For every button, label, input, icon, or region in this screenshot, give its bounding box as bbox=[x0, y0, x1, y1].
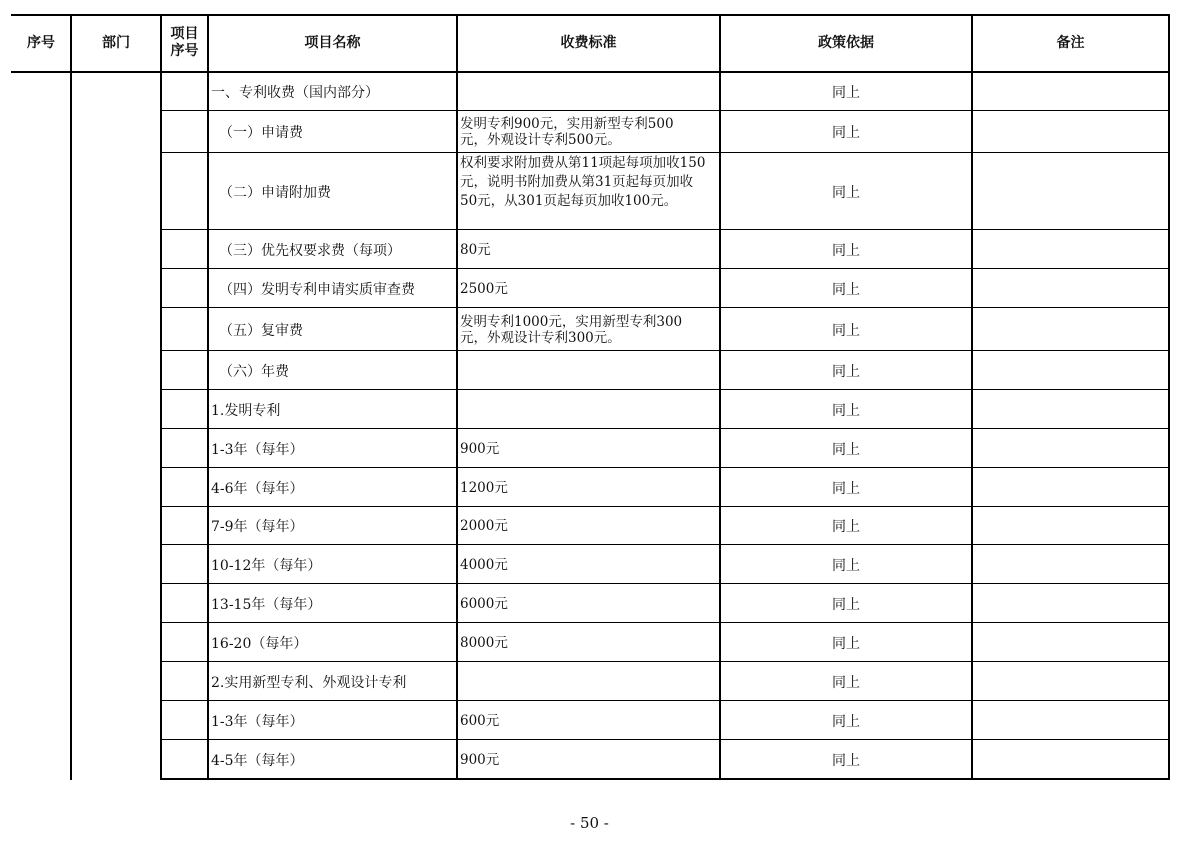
column-divider bbox=[456, 14, 458, 780]
fee-standard-text: 2500元 bbox=[460, 280, 508, 297]
item-name bbox=[208, 623, 457, 662]
item-name-text: 1.发明专利 bbox=[211, 402, 281, 419]
policy-basis-text: 同上 bbox=[832, 281, 860, 298]
column-divider bbox=[719, 14, 721, 780]
policy-basis bbox=[720, 269, 972, 308]
page-number: - 50 - bbox=[570, 814, 609, 832]
item-name bbox=[208, 545, 457, 584]
item-name-text: （五）复审费 bbox=[219, 322, 303, 339]
item-name bbox=[208, 72, 457, 111]
policy-basis-text: 同上 bbox=[832, 480, 860, 497]
fee-standard bbox=[457, 230, 720, 269]
policy-basis bbox=[720, 545, 972, 584]
item-name-text: 7-9年（每年） bbox=[211, 519, 304, 535]
column-divider bbox=[971, 14, 973, 780]
policy-basis bbox=[720, 507, 972, 545]
item-name-text: （二）申请附加费 bbox=[219, 184, 331, 201]
fee-standard-text: 900元 bbox=[460, 751, 500, 768]
policy-basis-text: 同上 bbox=[832, 596, 860, 613]
item-name bbox=[208, 390, 457, 429]
policy-basis bbox=[720, 623, 972, 662]
row-divider bbox=[160, 544, 1170, 545]
fee-standard-text: 80元 bbox=[460, 241, 491, 258]
item-name bbox=[208, 662, 457, 701]
item-name bbox=[208, 429, 457, 468]
policy-basis-text: 同上 bbox=[832, 322, 860, 339]
fee-standard bbox=[457, 507, 720, 545]
policy-basis bbox=[720, 701, 972, 740]
fee-standard-text: 2000元 bbox=[460, 518, 508, 534]
row-divider bbox=[160, 700, 1170, 701]
header-policy-basis bbox=[720, 15, 972, 71]
fee-standard bbox=[457, 429, 720, 468]
fee-standard bbox=[457, 623, 720, 662]
item-name-text: （四）发明专利申请实质审查费 bbox=[219, 281, 415, 298]
header-item-seq-label: 项目 序号 bbox=[170, 26, 199, 59]
item-name bbox=[208, 468, 457, 507]
policy-basis bbox=[720, 468, 972, 507]
item-name bbox=[208, 111, 457, 153]
policy-basis bbox=[720, 153, 972, 230]
item-name bbox=[208, 584, 457, 623]
row-divider bbox=[160, 110, 1170, 111]
policy-basis-text: 同上 bbox=[832, 519, 860, 535]
row-divider bbox=[160, 389, 1170, 390]
fee-standard bbox=[457, 308, 720, 351]
policy-basis-text: 同上 bbox=[832, 441, 860, 458]
item-name-text: 13-15年（每年） bbox=[211, 596, 322, 613]
item-name bbox=[208, 351, 457, 390]
item-name bbox=[208, 740, 457, 779]
policy-basis bbox=[720, 662, 972, 701]
header-remarks bbox=[972, 15, 1169, 71]
row-divider bbox=[160, 467, 1170, 468]
item-name-text: 1-3年（每年） bbox=[211, 713, 304, 730]
item-name bbox=[208, 269, 457, 308]
item-name-text: （六）年费 bbox=[219, 363, 289, 380]
fee-standard-text: 发明专利900元，实用新型专利500元，外观设计专利500元。 bbox=[460, 116, 674, 148]
item-name-text: 16-20（每年） bbox=[211, 635, 308, 652]
row-divider bbox=[160, 152, 1170, 153]
fee-standard bbox=[457, 468, 720, 507]
header-policy-basis-label: 政策依据 bbox=[818, 34, 874, 51]
row-divider bbox=[160, 428, 1170, 429]
item-name bbox=[208, 153, 457, 230]
fee-standard-text: 8000元 bbox=[460, 634, 508, 651]
policy-basis-text: 同上 bbox=[832, 242, 860, 259]
policy-basis-text: 同上 bbox=[832, 635, 860, 652]
item-name-text: （三）优先权要求费（每项） bbox=[219, 242, 401, 259]
row-divider bbox=[160, 661, 1170, 662]
fee-standard bbox=[457, 701, 720, 740]
fee-standard-text: 900元 bbox=[460, 440, 500, 457]
fee-standard bbox=[457, 269, 720, 308]
item-name-text: 4-5年（每年） bbox=[211, 752, 304, 769]
header-fee-standard-label: 收费标准 bbox=[560, 34, 617, 51]
row-divider bbox=[160, 268, 1170, 269]
policy-basis bbox=[720, 230, 972, 269]
item-name-text: 10-12年（每年） bbox=[211, 557, 322, 574]
policy-basis bbox=[720, 390, 972, 429]
policy-basis-text: 同上 bbox=[832, 402, 860, 419]
policy-basis bbox=[720, 584, 972, 623]
policy-basis bbox=[720, 740, 972, 779]
header-bottom-border bbox=[11, 71, 1170, 73]
header-dept-label: 部门 bbox=[102, 34, 130, 51]
table-border-top bbox=[11, 14, 1170, 16]
fee-standard bbox=[457, 390, 720, 429]
item-name-text: 1-3年（每年） bbox=[211, 441, 304, 458]
fee-standard bbox=[457, 351, 720, 390]
header-seq bbox=[11, 15, 71, 71]
column-divider bbox=[207, 14, 209, 780]
item-name-text: 2.实用新型专利、外观设计专利 bbox=[211, 674, 407, 691]
item-name bbox=[208, 230, 457, 269]
header-seq-label: 序号 bbox=[27, 34, 55, 51]
fee-standard-text: 4000元 bbox=[460, 556, 508, 573]
policy-basis-text: 同上 bbox=[832, 84, 860, 101]
item-name-text: 4-6年（每年） bbox=[211, 480, 304, 497]
policy-basis-text: 同上 bbox=[832, 557, 860, 574]
fee-standard bbox=[457, 153, 720, 230]
fee-standard bbox=[457, 584, 720, 623]
policy-basis-text: 同上 bbox=[832, 674, 860, 691]
fee-standard bbox=[457, 72, 720, 111]
fee-standard bbox=[457, 545, 720, 584]
header-item-name-label: 项目名称 bbox=[304, 34, 361, 51]
item-name bbox=[208, 308, 457, 351]
table-border-bottom bbox=[160, 778, 1170, 780]
policy-basis-text: 同上 bbox=[832, 363, 860, 380]
column-divider bbox=[70, 14, 72, 780]
row-divider bbox=[160, 583, 1170, 584]
row-divider bbox=[160, 229, 1170, 230]
item-name-text: 一、专利收费（国内部分） bbox=[211, 84, 379, 101]
row-divider bbox=[160, 307, 1170, 308]
header-item-name bbox=[208, 15, 457, 71]
row-divider bbox=[160, 350, 1170, 351]
policy-basis-text: 同上 bbox=[832, 752, 860, 769]
header-item-seq bbox=[161, 15, 208, 71]
item-name bbox=[208, 701, 457, 740]
header-dept bbox=[71, 15, 161, 71]
policy-basis bbox=[720, 429, 972, 468]
policy-basis bbox=[720, 72, 972, 111]
item-name-text: （一）申请费 bbox=[219, 125, 303, 141]
fee-standard-text: 权利要求附加费从第11项起每项加收150元，说明书附加费从第31页起每页加收50元，从301页起每页加收100元。 bbox=[460, 155, 706, 209]
fee-standard bbox=[457, 111, 720, 153]
fee-standard-text: 6000元 bbox=[460, 595, 508, 612]
fee-standard-text: 发明专利1000元，实用新型专利300元，外观设计专利300元。 bbox=[460, 313, 683, 346]
fee-standard-text: 600元 bbox=[460, 712, 500, 729]
header-fee-standard bbox=[457, 15, 720, 71]
policy-basis-text: 同上 bbox=[832, 713, 860, 730]
row-divider bbox=[160, 622, 1170, 623]
policy-basis-text: 同上 bbox=[832, 184, 860, 201]
header-remarks-label: 备注 bbox=[1056, 34, 1085, 51]
row-divider bbox=[160, 506, 1170, 507]
fee-standard bbox=[457, 662, 720, 701]
policy-basis bbox=[720, 351, 972, 390]
item-name bbox=[208, 507, 457, 545]
policy-basis-text: 同上 bbox=[832, 125, 860, 141]
column-divider bbox=[160, 14, 162, 780]
table-border-right bbox=[1168, 14, 1170, 780]
fee-standard-text: 1200元 bbox=[460, 479, 508, 496]
policy-basis bbox=[720, 111, 972, 153]
row-divider bbox=[160, 739, 1170, 740]
policy-basis bbox=[720, 308, 972, 351]
fee-standard bbox=[457, 740, 720, 779]
